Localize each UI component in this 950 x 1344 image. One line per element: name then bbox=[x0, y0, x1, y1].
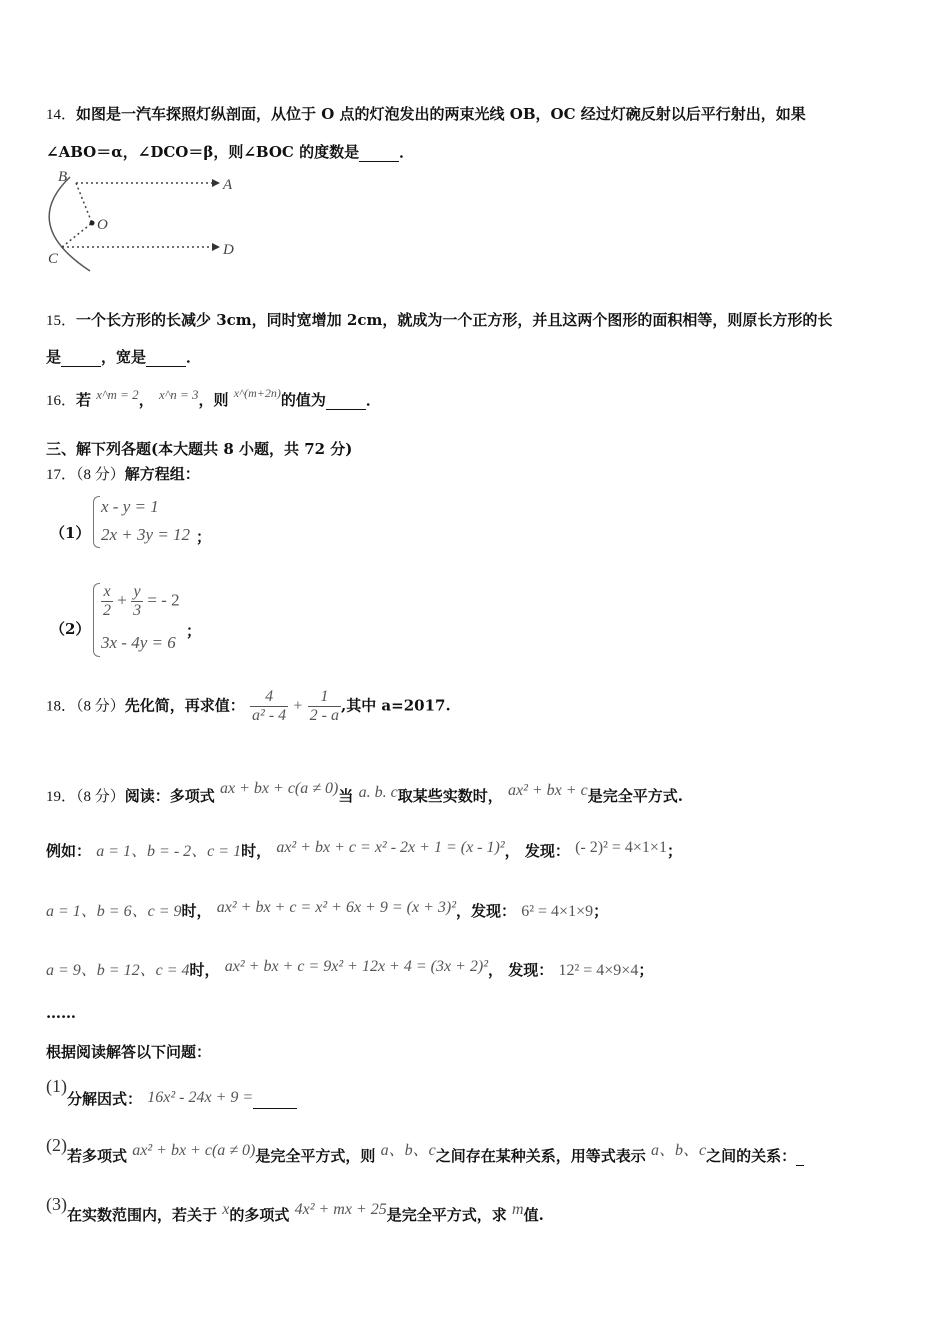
label-a: A bbox=[223, 177, 233, 193]
q19-s3-label: (3) bbox=[46, 1194, 67, 1214]
q17-p1-end: ； bbox=[196, 528, 212, 546]
q18-frac2-den: 2 - a bbox=[309, 707, 339, 724]
q17-p1-eq2: 2x + 3y = 12 bbox=[101, 525, 191, 544]
q19-ex1-end: ； bbox=[666, 842, 682, 860]
q14-line2 bbox=[46, 141, 414, 162]
q19-s2-label: (2) bbox=[46, 1135, 67, 1155]
q19-ex3-find: ， 发现： bbox=[487, 961, 554, 979]
q17-score: （8 分） bbox=[76, 467, 125, 483]
q19-answer-intro: 根据阅读解答以下问题： bbox=[46, 1043, 212, 1061]
q18-plus: + bbox=[293, 697, 303, 715]
q17-p2-frac-x bbox=[101, 583, 113, 620]
q19-ex1-when: 时， bbox=[241, 842, 272, 860]
q15-line2 bbox=[46, 346, 201, 367]
q19-s3-text3: 是完全平方式，求 bbox=[386, 1206, 507, 1224]
q19-number: 19． bbox=[46, 789, 77, 805]
q19-take: 取某些实数时， bbox=[397, 787, 503, 805]
frac-y-den: 3 bbox=[133, 602, 142, 619]
q19-ex2-res: 6² = 4×1×9 bbox=[521, 903, 594, 920]
q15-text2b: ，宽是 bbox=[101, 348, 147, 366]
q15-line1 bbox=[46, 309, 832, 330]
q19-s2-text4: 之间的关系： bbox=[706, 1147, 797, 1165]
q19-poly2: ax² + bx + c bbox=[507, 782, 588, 799]
q17-p2-brace bbox=[93, 583, 100, 657]
q14-text2: ∠ABO＝α，∠DCO＝β，则∠BOC 的度数是 bbox=[46, 143, 360, 161]
q18-frac2-num: 1 bbox=[320, 688, 329, 705]
label-o: O bbox=[97, 217, 108, 233]
q19-line1 bbox=[46, 780, 683, 806]
q19-s2-math: ax² + bx + c(a ≠ 0) bbox=[132, 1142, 256, 1159]
q19-example3 bbox=[46, 957, 653, 980]
q18-number: 18． bbox=[46, 698, 77, 715]
q19-s3-text1: 在实数范围内，若关于 bbox=[67, 1206, 218, 1224]
q17-text: 解方程组： bbox=[124, 465, 200, 483]
q16-line bbox=[46, 386, 381, 410]
q16-end: ． bbox=[365, 391, 381, 409]
q16-mid: ，则 bbox=[198, 391, 229, 409]
q19-s1-label: (1) bbox=[46, 1076, 67, 1096]
q19-is-square: 是完全平方式. bbox=[587, 787, 683, 805]
q19-read: 阅读：多项式 bbox=[124, 787, 215, 805]
q19-example1 bbox=[46, 838, 682, 861]
q17-number: 17． bbox=[46, 467, 77, 483]
q17-p2-plus: + bbox=[117, 590, 127, 610]
q15-blank-width[interactable] bbox=[146, 348, 186, 367]
q19-sub2 bbox=[46, 1135, 804, 1166]
q18-frac2 bbox=[308, 688, 341, 725]
frac-x-den: 2 bbox=[103, 602, 111, 619]
q17-p2-end: ； bbox=[186, 622, 202, 640]
q16-blank[interactable] bbox=[326, 391, 366, 410]
q19-s1-blank[interactable] bbox=[253, 1090, 297, 1109]
q19-s3-text2: 的多项式 bbox=[229, 1206, 290, 1224]
q18-frac1-num: 4 bbox=[265, 688, 274, 705]
q19-ex2-find: ，发现： bbox=[455, 902, 516, 920]
q19-ex2-eq: ax² + bx + c = x² + 6x + 9 = (x + 3)² bbox=[216, 899, 456, 916]
q19-ex1-eq: ax² + bx + c = x² - 2x + 1 = (x - 1)² bbox=[276, 839, 505, 856]
q19-ex1-cond: a = 1、b = - 2、c = 1 bbox=[96, 843, 242, 860]
label-d: D bbox=[223, 242, 234, 258]
q14-end: ． bbox=[399, 143, 415, 161]
headlight-figure bbox=[40, 165, 250, 275]
label-b: B bbox=[58, 169, 68, 185]
q19-score: （8 分） bbox=[76, 789, 125, 805]
q19-ex2-end: ； bbox=[593, 902, 609, 920]
q15-text2a: 是 bbox=[46, 348, 62, 366]
point-o bbox=[90, 221, 95, 226]
q19-ex3-res: 12² = 4×9×4 bbox=[558, 962, 639, 979]
q19-ex3-eq: ax² + bx + c = 9x² + 12x + 4 = (3x + 2)² bbox=[224, 958, 488, 975]
q17-p2-label: （2） bbox=[50, 620, 91, 638]
frac-x-num: x bbox=[103, 583, 111, 600]
q19-ellipsis: …… bbox=[46, 1004, 76, 1022]
q19-ex1-res: (- 2)² = 4×1×1 bbox=[575, 839, 667, 856]
q17-p1-label: （1） bbox=[50, 524, 91, 542]
q19-s1-math: 16x² - 24x + 9 = bbox=[147, 1089, 254, 1106]
q16-sep: ， bbox=[138, 391, 154, 409]
section3-title: 三、解下列各题(本大题共 8 小题，共 72 分) bbox=[46, 440, 353, 458]
q19-s3-x: x bbox=[222, 1201, 230, 1218]
q16-math2: x^n = 3 bbox=[158, 387, 199, 402]
q19-s2-abc: a、b、c bbox=[380, 1142, 436, 1159]
q19-sub3 bbox=[46, 1194, 544, 1225]
q19-ex3-when: 时， bbox=[189, 961, 220, 979]
q19-s2-abc2: a、b、c bbox=[651, 1142, 707, 1159]
q19-when: 当 bbox=[338, 787, 354, 805]
q19-ex3-cond: a = 9、b = 12、c = 4 bbox=[46, 962, 190, 979]
q15-number: 15． bbox=[46, 313, 77, 329]
q18-score: （8 分） bbox=[76, 698, 125, 715]
q17-p2-eq2: 3x - 4y = 6 bbox=[101, 633, 176, 652]
ray-ob bbox=[76, 183, 92, 223]
q15-blank-length[interactable] bbox=[61, 348, 101, 367]
q14-number: 14． bbox=[46, 107, 77, 123]
q18-suffix: ,其中 a=2017. bbox=[340, 696, 451, 715]
q17-p2-rhs: = - 2 bbox=[147, 590, 180, 610]
q18-frac1-den: a² - 4 bbox=[252, 707, 287, 724]
q15-text1: 一个长方形的长减少 3cm，同时宽增加 2cm，就成为一个正方形，并且这两个图形的面积相等，则原长方形的长 bbox=[76, 311, 833, 329]
q19-ex2-cond: a = 1、b = 6、c = 9 bbox=[46, 903, 182, 920]
q19-example-label: 例如： bbox=[46, 842, 92, 860]
q19-s3-math: 4x² + mx + 25 bbox=[294, 1201, 387, 1218]
q19-ex2-when: 时， bbox=[181, 902, 212, 920]
ray-oc bbox=[62, 223, 92, 247]
q17-header bbox=[46, 463, 200, 484]
q15-end: ． bbox=[186, 348, 202, 366]
q16-math1: x^m = 2 bbox=[96, 387, 139, 402]
q19-sub1 bbox=[46, 1076, 297, 1109]
arrow-a bbox=[212, 179, 220, 187]
q19-s2-blank[interactable] bbox=[796, 1147, 804, 1166]
q17-p2-eq1 bbox=[101, 583, 180, 620]
q14-line1 bbox=[46, 103, 806, 124]
q16-number: 16． bbox=[46, 393, 77, 409]
q19-s2-text1: 若多项式 bbox=[67, 1147, 128, 1165]
q16-prefix: 若 bbox=[76, 391, 92, 409]
q14-text1: 如图是一汽车探照灯纵剖面，从位于 O 点的灯泡发出的两束光线 OB，OC 经过灯碗反射以后平行射出，如果 bbox=[76, 105, 806, 123]
q19-s3-text4: 值. bbox=[523, 1206, 544, 1224]
q19-poly: ax + bx + c(a ≠ 0) bbox=[220, 780, 339, 797]
q19-abc: a. b. c bbox=[358, 784, 398, 801]
q18-text: 先化简，再求值： bbox=[124, 696, 245, 715]
q17-p1-eq1: x - y = 1 bbox=[101, 497, 159, 516]
q19-ex3-end: ； bbox=[638, 961, 654, 979]
q16-suffix: 的值为 bbox=[280, 391, 326, 409]
q19-s1-text: 分解因式： bbox=[67, 1090, 143, 1108]
q14-blank[interactable] bbox=[359, 143, 399, 162]
q19-s3-m: m bbox=[512, 1201, 524, 1218]
q18-frac1 bbox=[250, 688, 288, 725]
q19-s2-text3: 之间存在某种关系，用等式表示 bbox=[435, 1147, 646, 1165]
q19-example2 bbox=[46, 898, 608, 921]
q17-p1-brace bbox=[93, 496, 100, 548]
q16-math3: x^(m+2n) bbox=[233, 386, 281, 400]
label-c: C bbox=[48, 251, 59, 267]
q19-ex1-find: ， 发现： bbox=[504, 842, 570, 860]
q17-p2-frac-y bbox=[131, 583, 143, 620]
q18-line bbox=[46, 688, 451, 725]
frac-y-num: y bbox=[133, 583, 141, 600]
q19-s2-text2: 是完全平方式，则 bbox=[255, 1147, 376, 1165]
arrow-d bbox=[212, 243, 220, 251]
